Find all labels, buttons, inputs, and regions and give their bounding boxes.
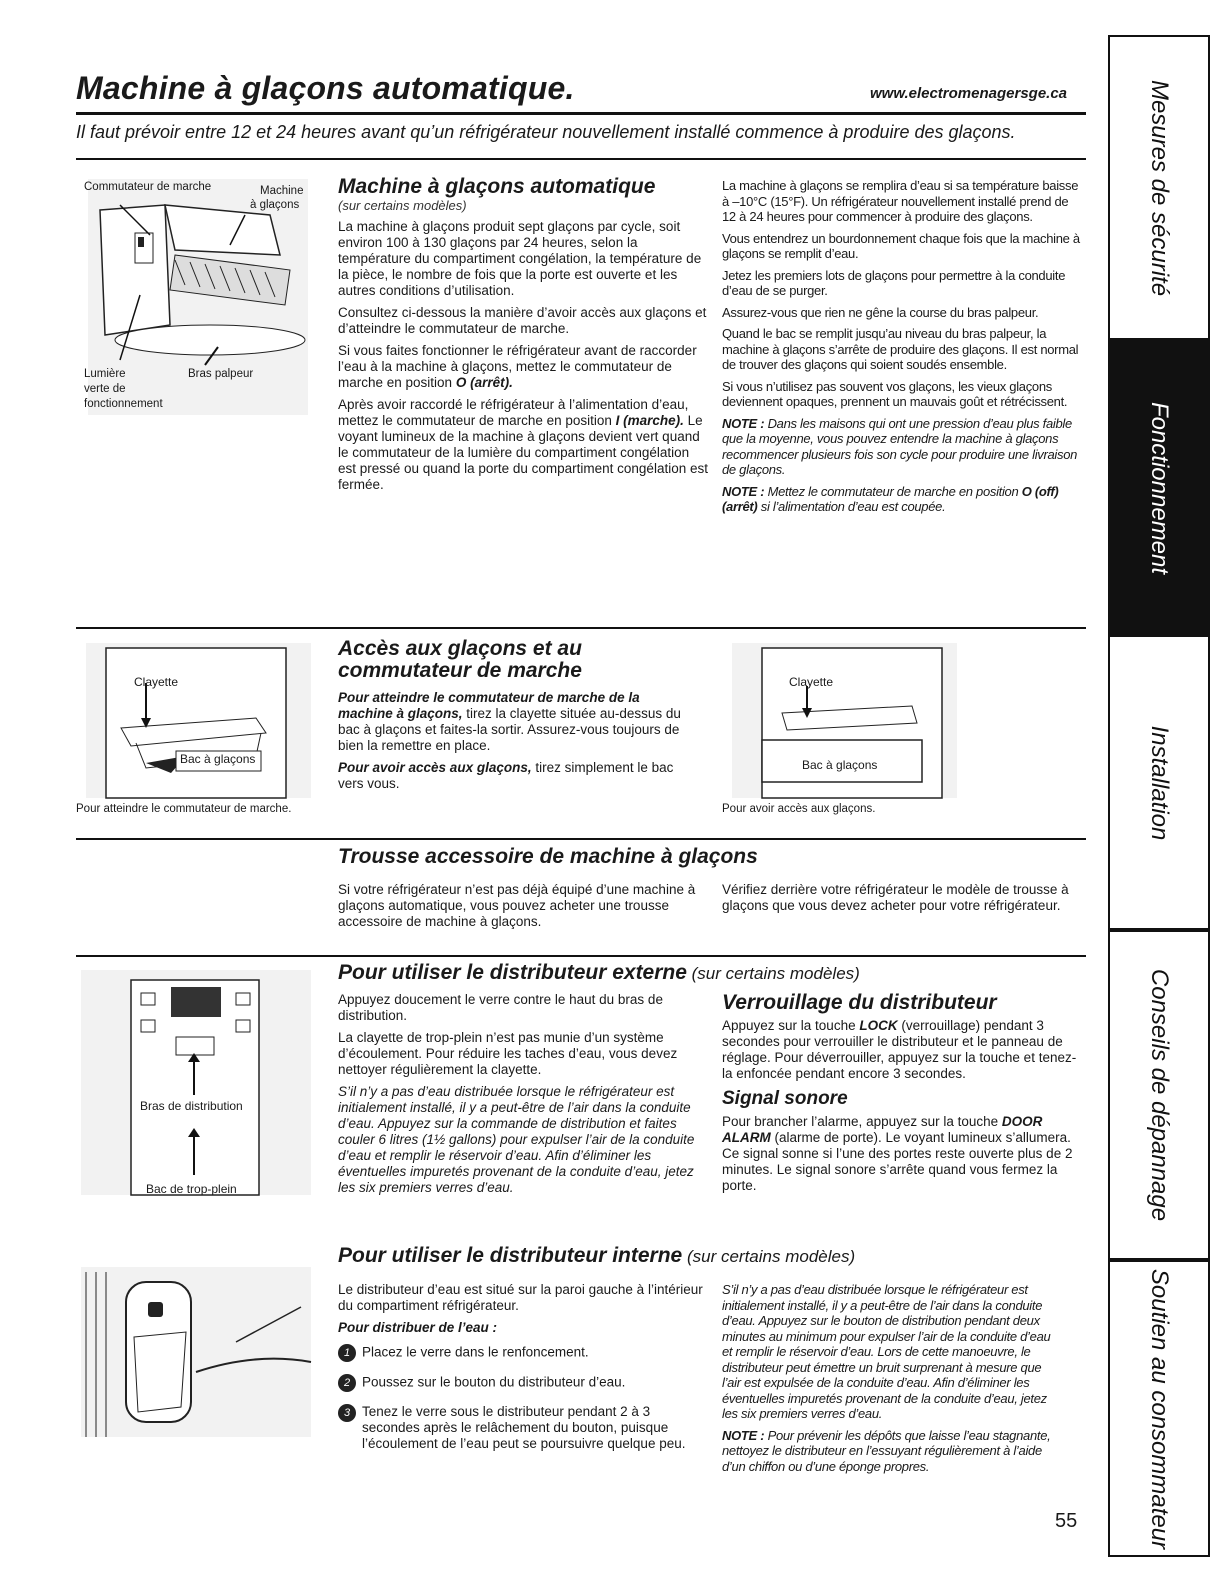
paragraph: Jetez les premiers lots de glaçons pour permettre à la conduite d’eau de se purger. (722, 267, 1066, 298)
shelf-access-figure (76, 638, 316, 828)
section-subheading: (sur certains modèles) (338, 198, 467, 213)
paragraph: Si votre réfrigérateur n’est pas déjà équipé d’une machine à glaçons automatique, vous pouvez acheter une trousse accessoire de machine à glaçons. (338, 882, 696, 929)
tab-conseils-de-depannage[interactable] (1108, 930, 1210, 1260)
internal-dispenser-notes (722, 1282, 1062, 1480)
internal-dispenser-text (338, 1282, 708, 1458)
label-light-3: fonctionnement (84, 398, 163, 410)
section-heading: Signal sonore (722, 1088, 848, 1109)
internal-dispenser-figure (76, 1262, 316, 1442)
paragraph: Appuyez sur la touche LOCK (verrouillage) pendant 3 secondes pour verrouiller le distributeur et le panneau de réglage. Pour déverrouiller, appuyez sur la touche et tenez-la enfoncée pendant encore 3 secondes. (722, 1018, 1077, 1081)
section-ice-maker (338, 176, 708, 499)
paragraph: La clayette de trop-plein n’est pas munie d’un système d’écoulement. Pour réduire les taches d’eau, vous devez nettoyer régulièrement la clayette. (338, 1030, 678, 1077)
note: NOTE : Dans les maisons qui ont une pression d’eau plus faible que la moyenne, vous pouvez entendre la machine à glaçons recommencer plusieurs fois son cycle pour produire une livraison de glaçons. (722, 415, 1078, 477)
label-shelf: Clayette (134, 675, 179, 689)
section-heading: Accès aux glaçons et au (338, 637, 582, 660)
paragraph: S’il n’y a pas d’eau distribuée lorsque le réfrigérateur est initialement installé, il y a peut-être de l’air dans la conduite d’eau. Appuyez sur la commande de distribution et faites couler 6 litres (1½ gallons) pour expulser l’air de la conduite d’eau et remplir le réservoir d’eau. Afin d’éliminer les éventuelles impuretés provenant de la conduite d’eau, jetez les six premiers verres d’eau. (338, 1084, 695, 1195)
paragraph: Assurez-vous que rien ne gêne la course du bras palpeur. (722, 304, 1039, 320)
label-shelf: Clayette (789, 675, 834, 689)
paragraph: Vérifiez derrière votre réfrigérateur le modèle de trousse à glaçons que vous devez acheter pour votre réfrigérateur. (722, 882, 1069, 913)
dispenser-illustration (76, 965, 316, 1205)
section-internal-dispenser (338, 1245, 1088, 1268)
step-1: 1 Placez le verre dans le renfoncement. (338, 1344, 708, 1362)
shelf-illustration (76, 638, 316, 803)
tab-soutien-au-consommateur[interactable] (1108, 1260, 1210, 1557)
label-light-2: verte de (84, 383, 126, 395)
step-number: 1 (338, 1344, 356, 1362)
section-heading: Machine à glaçons automatique (338, 175, 656, 198)
tab-label: Mesures de sécurité (1146, 79, 1173, 296)
label-overflow-tray: Bac de trop-plein (146, 1182, 237, 1196)
figure-caption: Pour atteindre le commutateur de marche. (76, 803, 292, 815)
tab-mesures-de-securite[interactable] (1108, 35, 1210, 340)
paragraph: La machine à glaçons produit sept glaçons par cycle, soit environ 100 à 130 glaçons par 24 heures, selon la température du compartiment congélation, la température de la pièce, le nombre de fois que la porte est ouverte et les autres conditions d’utilisation. (338, 219, 702, 298)
ice-maker-figure (80, 175, 310, 425)
paragraph: Consultez ci-dessous la manière d’avoir accès aux glaçons et d’atteindre le commutateur de marche. (338, 305, 707, 336)
section-heading: Pour utiliser le distributeur interne (sur certains modèles) (338, 1244, 856, 1267)
label-bin: Bac à glaçons (802, 758, 878, 772)
label-bin: Bac à glaçons (180, 752, 256, 766)
section-heading: Trousse accessoire de machine à glaçons (338, 845, 758, 868)
paragraph: Quand le bac se remplit jusqu’au niveau du bras palpeur, la machine à glaçons s’arrête de produire des glaçons. Il est normal de trouver des glaçons qui soient soudés ensemble. (722, 326, 1079, 372)
tab-label: Fonctionnement (1146, 401, 1173, 574)
tab-label: Installation (1146, 725, 1173, 840)
external-dispenser-figure (76, 965, 316, 1205)
figure-caption: Pour avoir accès aux glaçons. (722, 803, 876, 815)
label-switch: Commutateur de marche (84, 181, 212, 193)
paragraph: S’il n’y a pas d’eau distribuée lorsque le réfrigérateur est initialement installé, il y a peut-être de l’air dans la conduite d’eau. Appuyez sur le bouton de distribution pendant deux minutes au minimum pour expulser l’air de la conduite d’eau et remplir le réservoir d’eau. Lors de cette manoeuvre, le distributeur peut émettre un bruit surprenant à mesure que l’air est expulsée de la conduite d’eau. Afin d’éliminer les éventuelles impuretés provenant de la conduite d’eau, jetez les six premiers verres d’eau. (722, 1282, 1051, 1421)
website-url[interactable]: www.electromenagersge.ca (870, 85, 1068, 102)
label-machine: Machine (260, 185, 304, 197)
paragraph: Pour atteindre le commutateur de marche de la machine à glaçons, tirez la clayette située au-dessus du bac à glaçons et faites-la sortir. Assurez-vous toujours de bien la remettre en place. (338, 690, 681, 753)
paragraph: Si vous faites fonctionner le réfrigérateur avant de raccorder l’eau à la machine à glaçons, mettez le commutateur de marche en position O (arrêt). (338, 343, 697, 390)
paragraph: La machine à glaçons se remplira d’eau si sa température baisse à –10°C (15°F). Un réfrigérateur nouvellement installé prend de 12 à 24 heures pour commencer à produire des glaçons. (722, 178, 1079, 224)
paragraph: Après avoir raccordé le réfrigérateur à l’alimentation d’eau, mettez le commutateur de marche en position I (marche). Le voyant lumineux de la machine à glaçons devient vert quand le commutateur de la lumière du compartiment congélation est pressé ou quand la porte du compartiment congélation est fermée. (338, 397, 708, 492)
paragraph: Pour avoir accès aux glaçons, tirez simplement le bac vers vous. (338, 760, 674, 791)
tab-label: Conseils de dépannage (1146, 968, 1173, 1222)
page-number: 55 (1055, 1510, 1078, 1532)
page-title: Machine à glaçons automatique. (76, 70, 575, 106)
section-heading: Pour utiliser le distributeur externe (sur certains modèles) (338, 961, 860, 984)
section-heading: Verrouillage du distributeur (722, 991, 997, 1014)
bin-access-figure (722, 638, 962, 828)
header-rule (76, 112, 1086, 115)
section-access (338, 638, 698, 798)
step-3: 3 Tenez le verre sous le distributeur pendant 2 à 3 secondes après le relâchement du bouton, puisque l’écoulement de l’eau peut se poursuivre quelque peu. (338, 1404, 708, 1452)
paragraph: Vous entendrez un bourdonnement chaque fois que la machine à glaçons se remplit d’eau. (722, 230, 1080, 261)
section-rule (76, 838, 1086, 840)
section-kit (338, 846, 1088, 878)
paragraph: Appuyez doucement le verre contre le haut du bras de distribution. (338, 992, 663, 1023)
note: NOTE : Mettez le commutateur de marche en position O (off) (arrêt) si l’alimentation d’eau est coupée. (722, 483, 1059, 514)
dispenser-lock-section (722, 992, 1084, 1200)
tab-installation[interactable] (1108, 635, 1210, 930)
note: NOTE : Pour prévenir les dépôts que laisse l’eau stagnante, nettoyez le distributeur en l’essuyant régulièrement à l’aide d’un chiffon ou d’une éponge propres. (722, 1427, 1051, 1474)
paragraph: Si vous n’utilisez pas souvent vos glaçons, les vieux glaçons deviennent opaques, prennent un mauvais goût et rétrécissent. (722, 378, 1068, 409)
section-ice-maker-notes (722, 178, 1084, 521)
tab-label: Soutien au consommateur (1146, 1268, 1173, 1549)
label-dispenser-arm: Bras de distribution (140, 1099, 243, 1113)
step-number: 3 (338, 1404, 356, 1422)
section-rule (76, 627, 1086, 629)
label-arm: Bras palpeur (188, 368, 254, 380)
section-heading-line2: commutateur de marche (338, 659, 582, 682)
section-rule (76, 955, 1086, 957)
tab-fonctionnement[interactable] (1108, 340, 1210, 635)
external-dispenser-text (338, 992, 708, 1202)
label-light: Lumière (84, 368, 126, 380)
label-machine-2: à glaçons (250, 199, 300, 211)
section-external-dispenser (338, 962, 1088, 985)
step-number: 2 (338, 1374, 356, 1392)
internal-dispenser-illustration (76, 1262, 316, 1442)
steps-heading: Pour distribuer de l’eau : (338, 1320, 498, 1335)
subtitle-rule (76, 158, 1086, 160)
step-2: 2 Poussez sur le bouton du distributeur d’eau. (338, 1374, 708, 1392)
bin-illustration (722, 638, 962, 803)
paragraph: Pour brancher l’alarme, appuyez sur la touche DOOR ALARM (alarme de porte). Le voyant lumineux s’allumera. Ce signal sonne si l’une des portes reste ouverte plus de 2 minutes. Le signal sonore s’arrête quand vous fermez la porte. (722, 1114, 1073, 1193)
paragraph: Le distributeur d’eau est situé sur la paroi gauche à l’intérieur du compartiment réfrigérateur. (338, 1282, 703, 1313)
page-subtitle: Il faut prévoir entre 12 et 24 heures avant qu’un réfrigérateur nouvellement installé commence à produire des glaçons. (76, 122, 1016, 142)
